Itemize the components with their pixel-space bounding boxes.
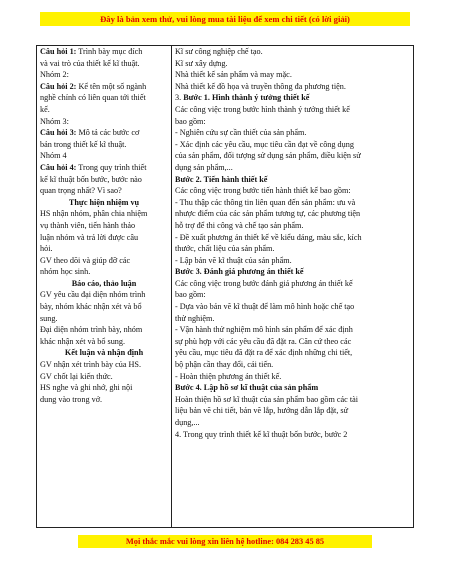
left_lines-line [40,174,168,186]
line-text: HS nghe và ghi nhớ, ghi nội [40,383,133,393]
line-bold-text: Thực hiện nhiệm vụ [68,197,140,207]
right_lines-line [175,382,412,394]
left_lines-line [40,313,168,325]
line-bold-text: Câu hỏi 3: [40,128,77,138]
line-text: quan trọng nhất? Vì sao? [40,186,122,196]
preview-banner: Đây là bản xem thử, vui lòng mua tài liệu để xem chi tiết (có lời giải) [40,12,410,26]
left_lines-line [40,394,168,406]
line-text: Nhóm 2: [40,70,69,80]
right_lines-line [175,347,412,359]
left_lines-line [40,46,168,58]
line-text: GV yêu cầu đại diện nhóm trình [40,290,146,300]
left_lines-line [40,243,168,255]
right_lines-line [175,301,412,313]
line-text: và vai trò của thiết kế kĩ thuật. [40,58,140,68]
left_lines-line [40,69,168,81]
right_lines-line [175,417,412,429]
line-rest-text: Mô tả các bước cơ [76,128,140,138]
line-text: nhược điểm của các sản phẩm tương tự, các phương tiện [175,209,361,219]
line-bold-text: Bước 1. Hình thành ý tưởng thiết kế [183,93,310,103]
line-text: bộ phận cần thay đổi, cải tiến. [175,360,274,370]
line-text: Nhà thiết kế sản phẩm và may mặc. [175,70,292,80]
line-text: Các công việc trong bước tiến hành thiết kế bao gồm: [175,186,351,196]
left_lines-line [40,266,168,278]
line-rest-text: Kể tên một số ngành [76,81,147,91]
right_lines-line [175,69,412,81]
line-text: - Đề xuất phương án thiết kế về kiểu dáng, màu sắc, kích [175,232,362,242]
line-text: Các công việc trong bước đánh giá phương án thiết kế [175,278,353,288]
line-text: hỏi. [40,244,53,254]
line-text: Các công việc trong bước hình thành ý tưởng thiết kế [175,104,350,114]
left_lines-line [40,278,168,290]
line-bold-text: Câu hỏi 1: [40,47,77,56]
right_lines-line [175,278,412,290]
line-text: - Xác định các yêu cầu, mục tiêu cần đạt về công dụng [175,139,354,149]
right_lines-line [175,405,412,417]
left_lines-line [40,150,168,162]
line-text: Nhóm 3: [40,116,69,126]
line-text: bao gồm: [175,116,206,126]
line-bold-text: Báo cáo, thảo luận [71,278,137,288]
left_lines-line [40,162,168,174]
right_lines-line [175,336,412,348]
line-text: - Vận hành thử nghiệm mô hình sản phẩm để xác định [175,325,353,335]
line-text: Kĩ sư công nghiệp chế tạo. [175,47,263,56]
right_lines-line [175,104,412,116]
line-text: sự phù hợp với các yêu cầu đã đặt ra. Căn cứ theo các [175,336,352,346]
right_lines-line [175,371,412,383]
line-text: Hoàn thiện hồ sơ kĩ thuật của sản phẩm bao gồm các tài [175,394,359,404]
line-text: 4. Trong quy trình thiết kế kĩ thuật bốn bước, bước 2 [175,429,348,439]
right_lines-line [175,220,412,232]
left_lines-line [40,127,168,139]
right_lines-line [175,243,412,255]
left_lines-line [40,185,168,197]
left_lines-line [40,139,168,151]
right_lines-line [175,197,412,209]
line-text: dụng sản phẩm,... [175,162,233,172]
line-text: kế kĩ thuật bốn bước, bước nào [40,174,142,184]
line-text: - Lập bản vẽ kĩ thuật của sản phẩm. [175,255,292,265]
activity-column [40,46,168,405]
right_lines-line [175,127,412,139]
right_lines-line [175,92,412,104]
lesson-table [36,45,414,528]
right_lines-line [175,185,412,197]
line-text: khác nhận xét và bổ sung. [40,336,126,346]
line-bold-text: Bước 3. Đánh giá phương án thiết kế [175,267,304,277]
line-text: GV theo dõi và giúp đỡ các [40,255,131,265]
line-rest-text: Trình bày mục đích [76,47,143,56]
right_lines-line [175,208,412,220]
line-text: GV chốt lại kiến thức. [40,371,113,381]
line-text: - Dựa vào bản vẽ kĩ thuật để làm mô hình hoặc chế tạo [175,302,355,312]
left_lines-line [40,371,168,383]
line-text: của sản phẩm, đối tượng sử dụng sản phẩm, điều kiện sử [175,151,361,161]
left_lines-line [40,359,168,371]
right_lines-line [175,324,412,336]
line-bold-text: Câu hỏi 4: [40,162,77,172]
line-text: hỗ trợ để thi công và chế tạo sản phẩm. [175,220,304,230]
right_lines-line [175,289,412,301]
left_lines-line [40,324,168,336]
left_lines-line [40,58,168,70]
left_lines-line [40,289,168,301]
line-text: dung vào trong vở. [40,394,103,404]
line-text: GV nhận xét trình bày của HS. [40,360,142,370]
line-text: yêu cầu, mục tiêu đã đặt ra để xác định những chi tiết, [175,348,353,358]
right_lines-line [175,81,412,93]
line-text: sung. [40,313,58,323]
line-text: nghề chính có liên quan tới thiết [40,93,146,103]
line-text: Nhóm 4 [40,151,67,161]
line-text: - Hoàn thiện phương án thiết kế. [175,371,282,381]
line-text: - Thu thập các thông tin liên quan đến sản phẩm: ưu và [175,197,356,207]
right_lines-line [175,429,412,441]
right_lines-line [175,232,412,244]
hotline-footer: Mọi thắc mắc vui lòng xin liên hệ hotline: 084 283 45 85 [78,535,372,548]
line-text: nhóm học sinh. [40,267,91,277]
line-text: vụ thành viên, tiến hành thảo [40,220,136,230]
line-text: bao gồm: [175,290,206,300]
line-bold-text: Bước 4. Lập hồ sơ kĩ thuật của sản phẩm [175,383,319,393]
line-text: - Nghiên cứu sự cần thiết của sản phẩm. [175,128,307,138]
line-text: thước, chất liệu của sản phẩm. [175,244,275,254]
left_lines-line [40,197,168,209]
line-bold-text: Câu hỏi 2: [40,81,77,91]
right_lines-line [175,150,412,162]
right_lines-line [175,255,412,267]
line-text: bản trong thiết kế kĩ thuật. [40,139,127,149]
line-text: Kĩ sư xây dựng. [175,58,228,68]
line-text: luận nhóm và trả lời được câu [40,232,139,242]
line-text: 3. [175,93,184,103]
left_lines-line [40,220,168,232]
line-text: Nhà thiết kế đồ họa và truyền thông đa phương tiện. [175,81,346,91]
line-text: bày, nhóm khác nhận xét và bổ [40,302,142,312]
line-text: dụng,... [175,418,200,427]
right_lines-line [175,359,412,371]
line-text: HS nhận nhóm, phân chia nhiệm [40,209,148,219]
left_lines-line [40,104,168,116]
left_lines-line [40,347,168,359]
answer-column [175,46,412,440]
right_lines-line [175,139,412,151]
left_lines-line [40,255,168,267]
right_lines-line [175,116,412,128]
left_lines-line [40,92,168,104]
line-rest-text: Trong quy trình thiết [76,162,147,172]
right_lines-line [175,313,412,325]
right_lines-line [175,266,412,278]
line-text: thử nghiệm. [175,313,215,323]
right_lines-line [175,394,412,406]
left_lines-line [40,301,168,313]
column-divider [171,46,172,527]
right_lines-line [175,46,412,58]
left_lines-line [40,208,168,220]
left_lines-line [40,232,168,244]
line-bold-text: Kết luận và nhận định [64,348,144,358]
left_lines-line [40,81,168,93]
line-text: Đại diện nhóm trình bày, nhóm [40,325,143,335]
right_lines-line [175,174,412,186]
left_lines-line [40,116,168,128]
line-bold-text: Bước 2. Tiến hành thiết kế [175,174,268,184]
right_lines-line [175,162,412,174]
line-text: liệu bản vẽ chi tiết, bản vẽ lắp, hướng dẫn lắp đặt, sử [175,406,349,416]
left_lines-line [40,336,168,348]
left_lines-line [40,382,168,394]
right_lines-line [175,58,412,70]
line-text: kế. [40,104,50,114]
